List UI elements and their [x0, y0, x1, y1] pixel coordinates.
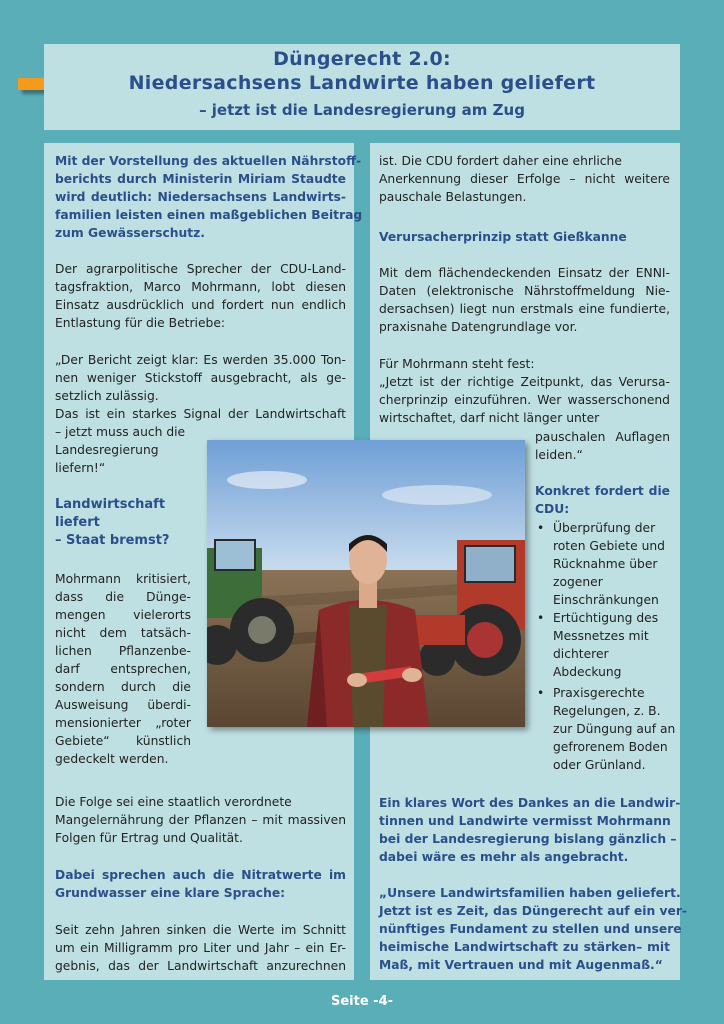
paragraph-line: pauschale Belastungen. [379, 190, 527, 204]
closing-quote-line: heimische Landwirtschaft zu stärken– mit [379, 940, 670, 954]
farmer-photo [207, 440, 525, 727]
bullet-line: Praxisgerechte [553, 686, 645, 700]
intro-line: wird deutlich: Niedersachsens Landwirts- [55, 190, 346, 204]
highlight-line: Grundwasser eine klare Sprache: [55, 886, 286, 900]
section-heading: Landwirtschaft [55, 497, 166, 512]
bullet-icon: • [537, 521, 545, 535]
quote-line: nen weniger Stickstoff ausgebracht, als ge- [55, 371, 346, 385]
paragraph-line: cherprinzip einzuführen. Wer wasserschonend [379, 393, 670, 407]
intro-line: familien leisten einen maßgeblichen Beitrag [55, 208, 363, 222]
closing-quote-line: Jetzt ist es Zeit, das Düngerecht auf ein ver- [379, 904, 688, 918]
quote-line: setzlich zulässig. [55, 389, 159, 403]
paragraph-line: pauschalen Auflagen [535, 430, 670, 444]
paragraph-line: Folgen für Ertrag und Qualität. [55, 831, 243, 845]
paragraph-line: darf entsprechen, [55, 662, 191, 676]
paragraph-line: mensionierter „roter [55, 716, 191, 730]
page-number: Seite -4- [330, 994, 394, 1009]
bullet-line: zur Düngung auf an [553, 722, 676, 736]
closing-quote-line: „Unsere Landwirtsfamilien haben geliefert. [379, 886, 681, 900]
paragraph-line: Für Mohrmann steht fest: [379, 357, 535, 371]
quote-line: Landesregierung [55, 443, 159, 457]
paragraph-line: tagsfraktion, Marco Mohrmann, lobt diesen [55, 280, 346, 294]
highlight-line: bei der Landesregierung bislang gänzlich – [379, 832, 677, 846]
paragraph-line: um ein Milligramm pro Liter und Jahr – ein Er- [55, 941, 346, 955]
paragraph-line: Mangelernährung der Pflanzen – mit massiven [55, 813, 346, 827]
paragraph-line: gedeckelt werden. [55, 752, 169, 766]
bullet-icon: • [537, 611, 545, 625]
bullet-line: Einschränkungen [553, 593, 659, 607]
paragraph-line: wirtschaftet, darf nicht länger unter [379, 411, 600, 425]
bullet-line: zogener [553, 575, 603, 589]
paragraph-line: sondern durch die [55, 680, 191, 694]
paragraph-line: mengen vielerorts [55, 608, 191, 622]
subtitle: – jetzt ist die Landesregierung am Zug [199, 101, 525, 119]
paragraph-line: Die Folge sei eine staatlich verordnete [55, 795, 292, 809]
bullet-line: Regelungen, z. B. [553, 704, 661, 718]
section-heading: liefert [55, 515, 100, 530]
intro-line: Mit der Vorstellung des aktuellen Nährstoff- [55, 154, 362, 168]
paragraph-line: gebnis, das der Landwirtschaft anzurechnen [55, 959, 346, 973]
section-heading: – Staat bremst? [55, 533, 170, 548]
paragraph-line: Anerkennung dieser Erfolge – nicht weitere [379, 172, 670, 186]
highlight-line: Dabei sprechen auch die Nitratwerte im [55, 868, 346, 882]
paragraph-line: dass die Dünge- [55, 590, 191, 604]
paragraph-line: Der agrarpolitische Sprecher der CDU-Land- [55, 262, 346, 276]
paragraph-line: Seit zehn Jahren sinken die Werte im Schnitt [55, 923, 346, 937]
paragraph-line: Einsatz ausdrücklich und fordert nun endlich [55, 298, 346, 312]
quote-line: „Der Bericht zeigt klar: Es werden 35.000 Ton- [55, 353, 346, 367]
highlight-line: dabei wäre es mehr als angebracht. [379, 850, 629, 864]
paragraph-line: Ausweisung überdi- [55, 698, 191, 712]
quote-line: liefern!“ [55, 461, 106, 475]
bullet-line: Ertüchtigung des [553, 611, 659, 625]
paragraph-line: Daten (elektronische Nährstoffmeldung Nie- [379, 284, 670, 298]
title-line-1: Düngerecht 2.0: [273, 48, 451, 70]
paragraph-line: leiden.“ [535, 448, 583, 462]
closing-quote-line: Maß, mit Vertrauen und mit Augenmaß.“ [379, 958, 663, 972]
bullet-line: Abdeckung [553, 665, 622, 679]
paragraph-line: Mit dem flächendeckenden Einsatz der ENNI- [379, 266, 670, 280]
closing-quote-line: nünftiges Fundament zu stellen und unsere [379, 922, 682, 936]
paragraph-line: praxisnahe Datengrundlage vor. [379, 320, 578, 334]
bullet-line: oder Grünland. [553, 758, 646, 772]
demand-heading: CDU: [535, 502, 570, 516]
highlight-line: Ein klares Wort des Dankes an die Landwir- [379, 796, 681, 810]
section-heading: Verursacherprinzip statt Gießkanne [379, 230, 627, 244]
bullet-line: roten Gebiete und [553, 539, 665, 553]
paragraph-line: Entlastung für die Betriebe: [55, 316, 226, 330]
bullet-icon: • [537, 686, 545, 700]
bullet-line: dichterer [553, 647, 609, 661]
quote-line: – jetzt muss auch die [55, 425, 186, 439]
demand-heading: Konkret fordert die [535, 484, 670, 498]
paragraph-line: Mohrmann kritisiert, [55, 572, 191, 586]
bullet-line: Rücknahme über [553, 557, 658, 571]
title-line-2: Niedersachsens Landwirte haben geliefert [128, 72, 596, 94]
intro-line: berichts durch Ministerin Miriam Staudte [55, 172, 346, 186]
highlight-line: tinnen und Landwirte vermisst Mohrmann [379, 814, 671, 828]
paragraph-line: lichen Pflanzenbe- [55, 644, 191, 658]
paragraph-line: nicht dem tatsäch- [55, 626, 191, 640]
intro-line: zum Gewässerschutz. [55, 226, 205, 240]
paragraph-line: „Jetzt ist der richtige Zeitpunkt, das Verursa- [379, 375, 670, 389]
paragraph-line: ist. Die CDU fordert daher eine ehrliche [379, 154, 622, 168]
bullet-line: Überprüfung der [553, 521, 656, 535]
article-header [44, 44, 680, 130]
paragraph-line: Gebiete“ künstlich [55, 734, 191, 748]
bullet-line: Messnetzes mit [553, 629, 649, 643]
quote-line: Das ist ein starkes Signal der Landwirtschaft [55, 407, 346, 421]
bullet-line: gefrorenem Boden [553, 740, 668, 754]
paragraph-line: dersachsen) liegt nun erstmals eine fundierte, [379, 302, 670, 316]
